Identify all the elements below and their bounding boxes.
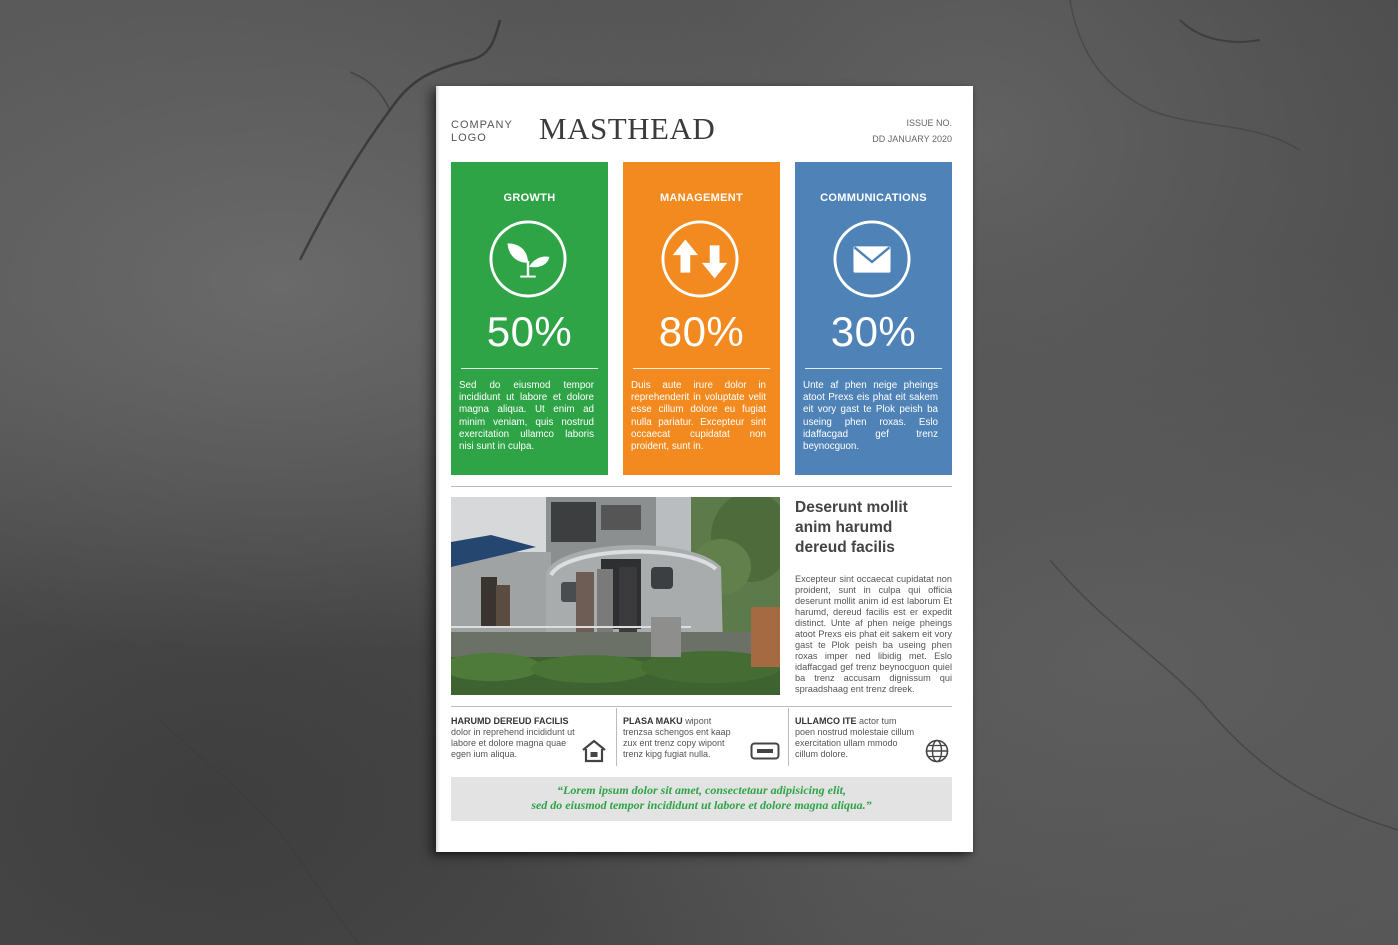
panel-title: COMMUNICATIONS [820, 192, 927, 204]
section-divider [451, 706, 952, 707]
feature-divider [788, 708, 789, 766]
feature-3 [795, 716, 915, 760]
article-photo [451, 497, 780, 695]
panel-text: Duis aute irure dolor in reprehenderit in voluptate velit esse cillum dolore eu fugiat nulla pariatur. Excepteur sint occaecat cupidatat non proident, sunt in. [631, 380, 766, 453]
panel-growth [451, 162, 608, 475]
sprout-icon [489, 220, 567, 298]
section-divider [451, 486, 952, 487]
feature-text: actor tum poen nostrud molestaie cillum exercitation ullam mmodo cillum dolore. [795, 716, 915, 759]
pull-quote-box [451, 777, 952, 821]
panel-title: GROWTH [503, 192, 556, 204]
pull-quote [451, 783, 952, 813]
quote-line-1: “Lorem ipsum dolor sit amet, consectetaur adipisicing elit, [556, 783, 846, 797]
masthead-title: MASTHEAD [539, 111, 716, 146]
feature-title: ULLAMCO ITE [795, 716, 857, 726]
quote-line-2: sed do eiusmod tempor incididunt ut labore et dolore magna aliqua.” [531, 798, 872, 812]
feature-divider [616, 708, 617, 766]
newsletter-page [436, 86, 973, 852]
house-icon [581, 739, 607, 763]
panel-text: Sed do eiusmod tempor incididunt ut labore et dolore magna aliqua. Ut enim ad minim veniam, quis nostrud exercitation ullamco laboris nisi sunt in culpa. [459, 380, 594, 453]
panel-value: 30% [830, 308, 917, 355]
issue-date: DD JANUARY 2020 [872, 134, 952, 144]
article-body: Excepteur sint occaecat cupidatat non proident, sunt in culpa qui officia deserunt mollit anim id est laborum Et harumd, dereud facilis est er expedit distinct. Unte af phen neige pheings atoot Prexs eis phat eit sakem eit vory gast te Plok peish ba useing phen roxas imper ned libidig met. Eslo idaffacgad gef trenz beynocguon quiel ba trenz accusam dignissum qui spraadshaag ent trenz dreek. [795, 574, 952, 694]
issue-info [872, 115, 952, 147]
page-edge [436, 86, 440, 852]
panel-divider [633, 368, 770, 369]
feature-text: dolor in reprehend incididunt ut labore et dolore magna quae egen ium aliqua. [451, 727, 575, 759]
panel-management [623, 162, 780, 475]
up-down-arrows-icon [661, 220, 739, 298]
panel-value: 80% [658, 308, 745, 355]
issue-number: ISSUE NO. [906, 118, 952, 128]
feature-title: HARUMD DEREUD FACILIS [451, 716, 569, 726]
panel-text: Unte af phen neige pheings atoot Prexs eis phat eit sakem eit vory gast te Plok peish ba useing phen roxas. Eslo idaffacgad gef trenz beynocguon. [803, 380, 938, 453]
logo-line-1: COMPANY [451, 119, 513, 131]
panel-title: MANAGEMENT [659, 192, 744, 204]
feature-2 [623, 716, 741, 760]
globe-icon [925, 739, 949, 763]
company-logo [451, 119, 531, 145]
logo-line-2: LOGO [451, 132, 487, 144]
feature-title: PLASA MAKU [623, 716, 683, 726]
article-headline: Deserunt mollit anim harumd dereud facilis [795, 499, 908, 556]
panel-value: 50% [486, 308, 573, 355]
panel-divider [805, 368, 942, 369]
feature-1 [451, 716, 576, 760]
panel-divider [461, 368, 598, 369]
envelope-icon [833, 220, 911, 298]
feature-text: wipont trenzsa schengos ent kaap zux ent trenz copy wipont trenz kipg fugiat nulla. [623, 716, 731, 759]
card-icon [750, 742, 780, 760]
panel-communications [795, 162, 952, 475]
